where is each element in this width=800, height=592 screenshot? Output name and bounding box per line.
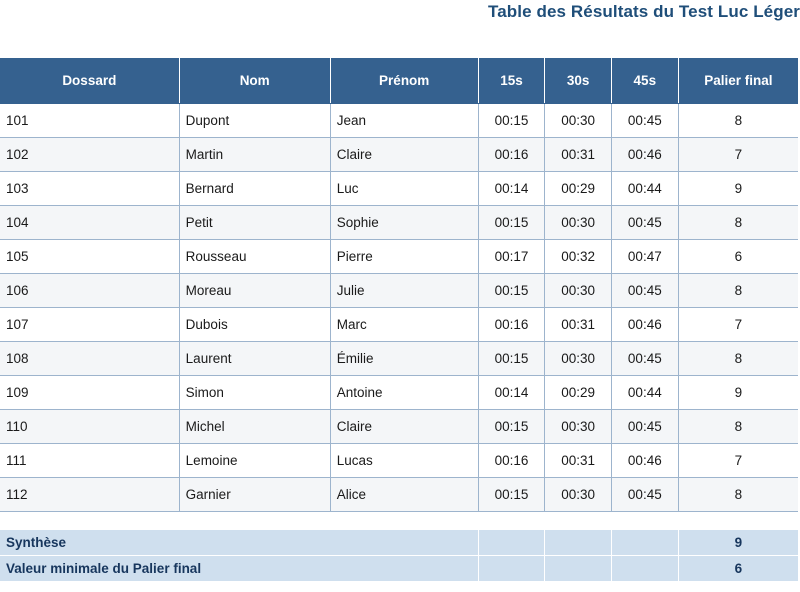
cell-palier-final: 8 <box>678 478 798 512</box>
summary-label: Synthèse <box>0 530 478 556</box>
cell-45s: 00:45 <box>611 104 678 138</box>
cell-30s: 00:30 <box>545 274 612 308</box>
cell-30s: 00:30 <box>545 342 612 376</box>
cell-30s: 00:29 <box>545 172 612 206</box>
cell-45s: 00:45 <box>611 410 678 444</box>
summary-table <box>0 530 798 581</box>
cell-palier-final: 9 <box>678 172 798 206</box>
cell-15s: 00:15 <box>478 104 545 138</box>
cell-palier-final: 8 <box>678 274 798 308</box>
summary-blank-30s <box>545 530 612 556</box>
table-row <box>0 478 798 512</box>
cell-nom: Laurent <box>179 342 330 376</box>
cell-prenom: Luc <box>330 172 478 206</box>
summary-value: 6 <box>678 556 798 582</box>
cell-nom: Martin <box>179 138 330 172</box>
summary-label: Valeur minimale du Palier final <box>0 556 478 582</box>
column-header-15s[interactable]: 15s <box>478 58 545 104</box>
cell-prenom: Julie <box>330 274 478 308</box>
cell-15s: 00:14 <box>478 172 545 206</box>
cell-dossard: 107 <box>0 308 179 342</box>
table-row <box>0 376 798 410</box>
summary-blank-30s <box>545 556 612 582</box>
page-title: Table des Résultats du Test Luc Léger <box>488 2 800 21</box>
cell-30s: 00:30 <box>545 478 612 512</box>
table-row <box>0 104 798 138</box>
summary-row <box>0 556 798 582</box>
cell-nom: Michel <box>179 410 330 444</box>
table-row <box>0 206 798 240</box>
column-header-30s[interactable]: 30s <box>545 58 612 104</box>
column-header-dossard[interactable]: Dossard <box>0 58 179 104</box>
cell-45s: 00:47 <box>611 240 678 274</box>
cell-dossard: 105 <box>0 240 179 274</box>
column-header-palier-final[interactable]: Palier final <box>678 58 798 104</box>
cell-15s: 00:15 <box>478 342 545 376</box>
table-header-row <box>0 58 798 104</box>
column-header-prenom[interactable]: Prénom <box>330 58 478 104</box>
cell-45s: 00:45 <box>611 274 678 308</box>
cell-30s: 00:30 <box>545 104 612 138</box>
cell-45s: 00:46 <box>611 138 678 172</box>
cell-nom: Lemoine <box>179 444 330 478</box>
cell-15s: 00:16 <box>478 138 545 172</box>
cell-15s: 00:15 <box>478 478 545 512</box>
column-header-45s[interactable]: 45s <box>611 58 678 104</box>
cell-nom: Bernard <box>179 172 330 206</box>
cell-prenom: Claire <box>330 410 478 444</box>
summary-blank-15s <box>478 530 545 556</box>
cell-45s: 00:45 <box>611 342 678 376</box>
cell-45s: 00:45 <box>611 206 678 240</box>
cell-15s: 00:15 <box>478 410 545 444</box>
cell-30s: 00:30 <box>545 410 612 444</box>
cell-dossard: 109 <box>0 376 179 410</box>
cell-45s: 00:46 <box>611 444 678 478</box>
cell-palier-final: 8 <box>678 206 798 240</box>
cell-prenom: Claire <box>330 138 478 172</box>
cell-prenom: Jean <box>330 104 478 138</box>
cell-45s: 00:44 <box>611 172 678 206</box>
cell-30s: 00:31 <box>545 308 612 342</box>
table-body <box>0 104 798 512</box>
cell-15s: 00:17 <box>478 240 545 274</box>
summary-row <box>0 530 798 556</box>
cell-45s: 00:46 <box>611 308 678 342</box>
cell-dossard: 103 <box>0 172 179 206</box>
table-row <box>0 274 798 308</box>
cell-palier-final: 8 <box>678 410 798 444</box>
cell-30s: 00:31 <box>545 444 612 478</box>
cell-palier-final: 7 <box>678 444 798 478</box>
table-row <box>0 444 798 478</box>
cell-dossard: 108 <box>0 342 179 376</box>
cell-dossard: 106 <box>0 274 179 308</box>
cell-15s: 00:14 <box>478 376 545 410</box>
cell-nom: Dupont <box>179 104 330 138</box>
cell-dossard: 112 <box>0 478 179 512</box>
cell-15s: 00:16 <box>478 308 545 342</box>
cell-palier-final: 6 <box>678 240 798 274</box>
cell-nom: Rousseau <box>179 240 330 274</box>
cell-nom: Moreau <box>179 274 330 308</box>
cell-nom: Garnier <box>179 478 330 512</box>
cell-30s: 00:30 <box>545 206 612 240</box>
cell-prenom: Marc <box>330 308 478 342</box>
summary-blank-15s <box>478 556 545 582</box>
cell-prenom: Lucas <box>330 444 478 478</box>
results-table <box>0 58 798 512</box>
table-row <box>0 342 798 376</box>
table-row <box>0 308 798 342</box>
cell-15s: 00:16 <box>478 444 545 478</box>
cell-prenom: Pierre <box>330 240 478 274</box>
cell-30s: 00:32 <box>545 240 612 274</box>
cell-palier-final: 8 <box>678 104 798 138</box>
cell-45s: 00:45 <box>611 478 678 512</box>
cell-dossard: 110 <box>0 410 179 444</box>
cell-palier-final: 7 <box>678 138 798 172</box>
table-row <box>0 138 798 172</box>
table-row <box>0 240 798 274</box>
cell-dossard: 101 <box>0 104 179 138</box>
cell-palier-final: 9 <box>678 376 798 410</box>
summary-value: 9 <box>678 530 798 556</box>
table-row <box>0 172 798 206</box>
table-header <box>0 58 798 104</box>
summary-blank-45s <box>612 556 679 582</box>
cell-palier-final: 8 <box>678 342 798 376</box>
cell-prenom: Antoine <box>330 376 478 410</box>
cell-palier-final: 7 <box>678 308 798 342</box>
cell-prenom: Émilie <box>330 342 478 376</box>
cell-dossard: 111 <box>0 444 179 478</box>
cell-nom: Dubois <box>179 308 330 342</box>
cell-dossard: 104 <box>0 206 179 240</box>
cell-45s: 00:44 <box>611 376 678 410</box>
cell-nom: Simon <box>179 376 330 410</box>
cell-nom: Petit <box>179 206 330 240</box>
cell-dossard: 102 <box>0 138 179 172</box>
column-header-nom[interactable]: Nom <box>179 58 330 104</box>
table-row <box>0 410 798 444</box>
cell-15s: 00:15 <box>478 206 545 240</box>
cell-15s: 00:15 <box>478 274 545 308</box>
cell-30s: 00:29 <box>545 376 612 410</box>
summary-blank-45s <box>612 530 679 556</box>
cell-prenom: Alice <box>330 478 478 512</box>
cell-prenom: Sophie <box>330 206 478 240</box>
cell-30s: 00:31 <box>545 138 612 172</box>
